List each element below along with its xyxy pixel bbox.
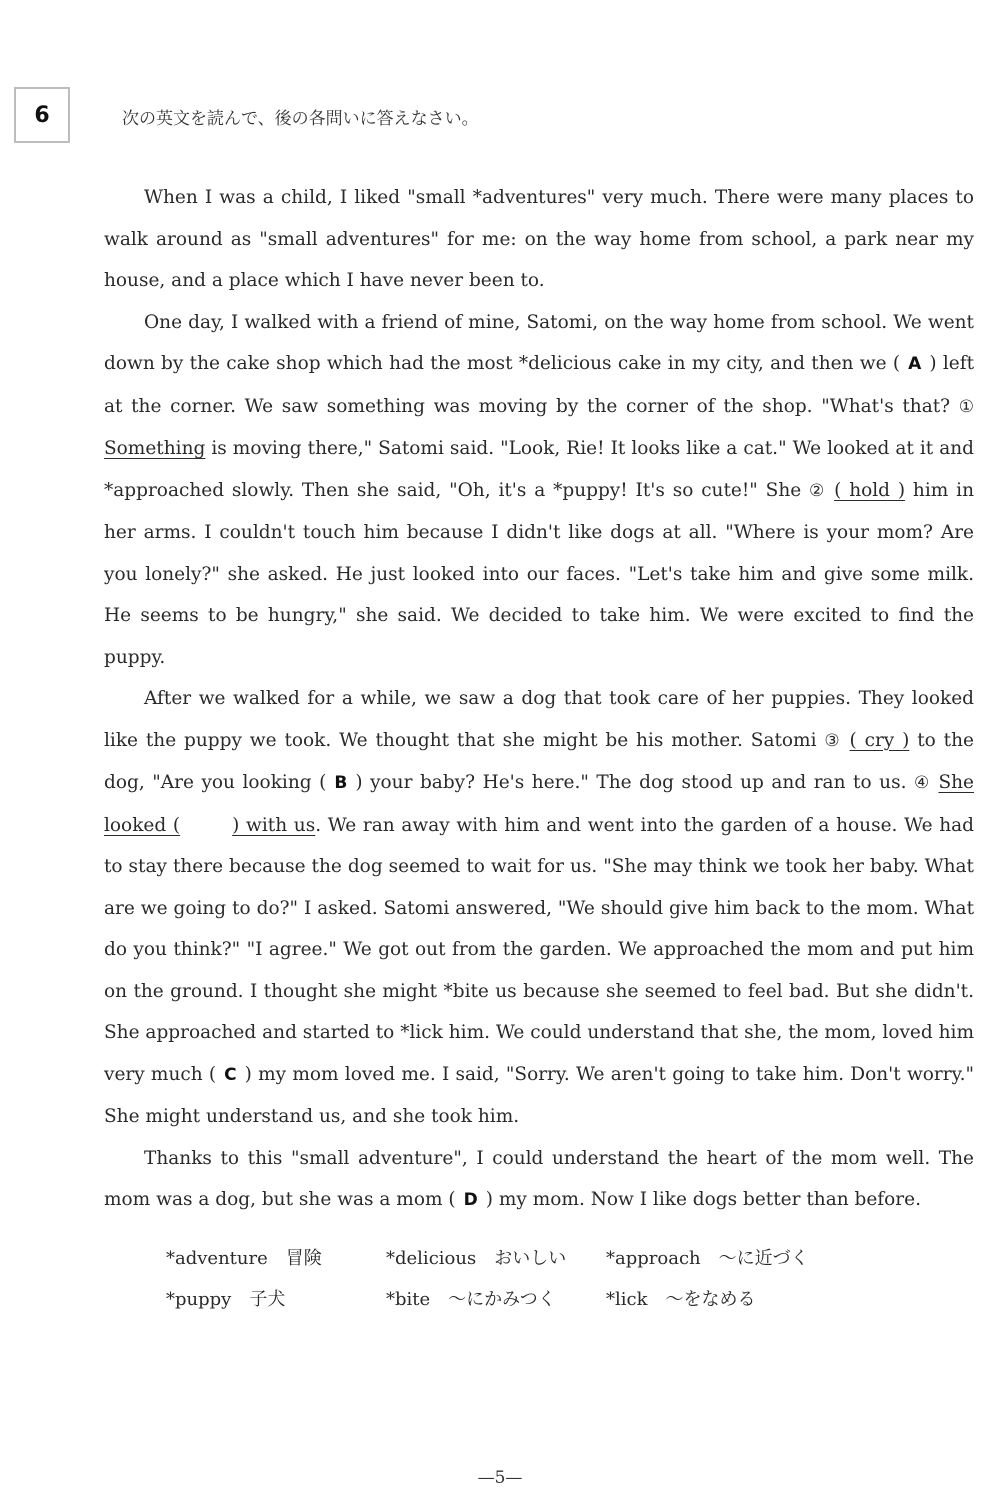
- underlined-phrase-1: Something: [104, 438, 206, 459]
- question-number-box: [14, 87, 70, 143]
- question-number: 6: [34, 102, 50, 128]
- glossary-row-1: [166, 1238, 846, 1279]
- underlined-phrase-4: She looked ( ) with us: [104, 772, 974, 836]
- glossary-item: *puppy 子犬: [166, 1289, 286, 1310]
- underlined-phrase-3: ( cry ): [849, 729, 910, 751]
- underlined-phrase-2: ( hold ): [834, 479, 906, 501]
- circled-number-4: ④: [914, 773, 931, 793]
- glossary-item: *bite ～にかみつく: [386, 1289, 556, 1310]
- paragraph-4: Thanks to this "small adventure", I could understand the heart of the mom well. The mom was a dog, but she was a mom ( D ) my mom. Now I like dogs better than before.: [104, 1147, 974, 1210]
- blank-d: D: [463, 1190, 478, 1210]
- glossary-item: *delicious おいしい: [386, 1248, 567, 1269]
- paragraph-3: After we walked for a while, we saw a dog that took care of her puppies. They looked like the puppy we took. We thought that she might be his mother. Satomi ③ ( cry ) to the dog, "Are you looking ( B ) your baby? He's here." The dog stood up and ran to us. ④ She looked ( ) with us. We ran away with him and went into the garden of a house. We had to stay there because the dog seemed to wait for us. "She may think we took her baby. What are we going to do?" I asked. Satomi answered, "We should give him back to the mom. What do you think?" "I agree." We got out from the garden. We approached the mom and put him on the ground. I thought she might *bite us because she seemed to feel bad. But she didn't. She approached and started to *lick him. We could understand that she, the mom, loved him very much ( C ) my mom loved me. I said, "Sorry. We aren't going to take him. Don't worry." She might understand us, and she took him.: [104, 688, 975, 1127]
- blank-a: A: [908, 354, 922, 374]
- glossary-item: *approach ～に近づく: [606, 1248, 809, 1269]
- circled-number-1: ①: [958, 396, 974, 417]
- glossary-row-2: [166, 1279, 846, 1320]
- glossary-item: *adventure 冒険: [166, 1248, 322, 1269]
- paragraph-1: When I was a child, I liked "small *adventures" very much. There were many places to walk around as "small adventures" for me: on the way home from school, a park near my house, and a place which I have never been to.: [104, 187, 974, 291]
- circled-number-2: ②: [809, 480, 827, 501]
- passage: [104, 177, 974, 1222]
- circled-number-3: ③: [824, 730, 842, 751]
- instruction-text: 次の英文を読んで、後の各問いに答えなさい。: [122, 109, 479, 129]
- glossary-item: *lick ～をなめる: [606, 1289, 756, 1310]
- blank-b: B: [334, 773, 348, 793]
- glossary: [166, 1238, 846, 1320]
- paragraph-2: One day, I walked with a friend of mine, Satomi, on the way home from school. We went down by the cake shop which had the most *delicious cake in my city, and then we ( A ) left at the corner. We saw something was moving by the corner of the shop. "What's that? ① Something is moving there," Satomi said. "Look, Rie! It looks like a cat." We looked at it and *approached slowly. Then she said, "Oh, it's a *puppy! It's so cute!" She ② ( hold ) him in her arms. I couldn't touch him because I didn't like dogs at all. "Where is your mom? Are you lonely?" she asked. He just looked into our faces. "Let's take him and give some milk. He seems to be hungry," she said. We decided to take him. We were excited to find the puppy.: [104, 311, 975, 668]
- blank-c: C: [224, 1064, 237, 1085]
- page-number: —5—: [477, 1468, 523, 1488]
